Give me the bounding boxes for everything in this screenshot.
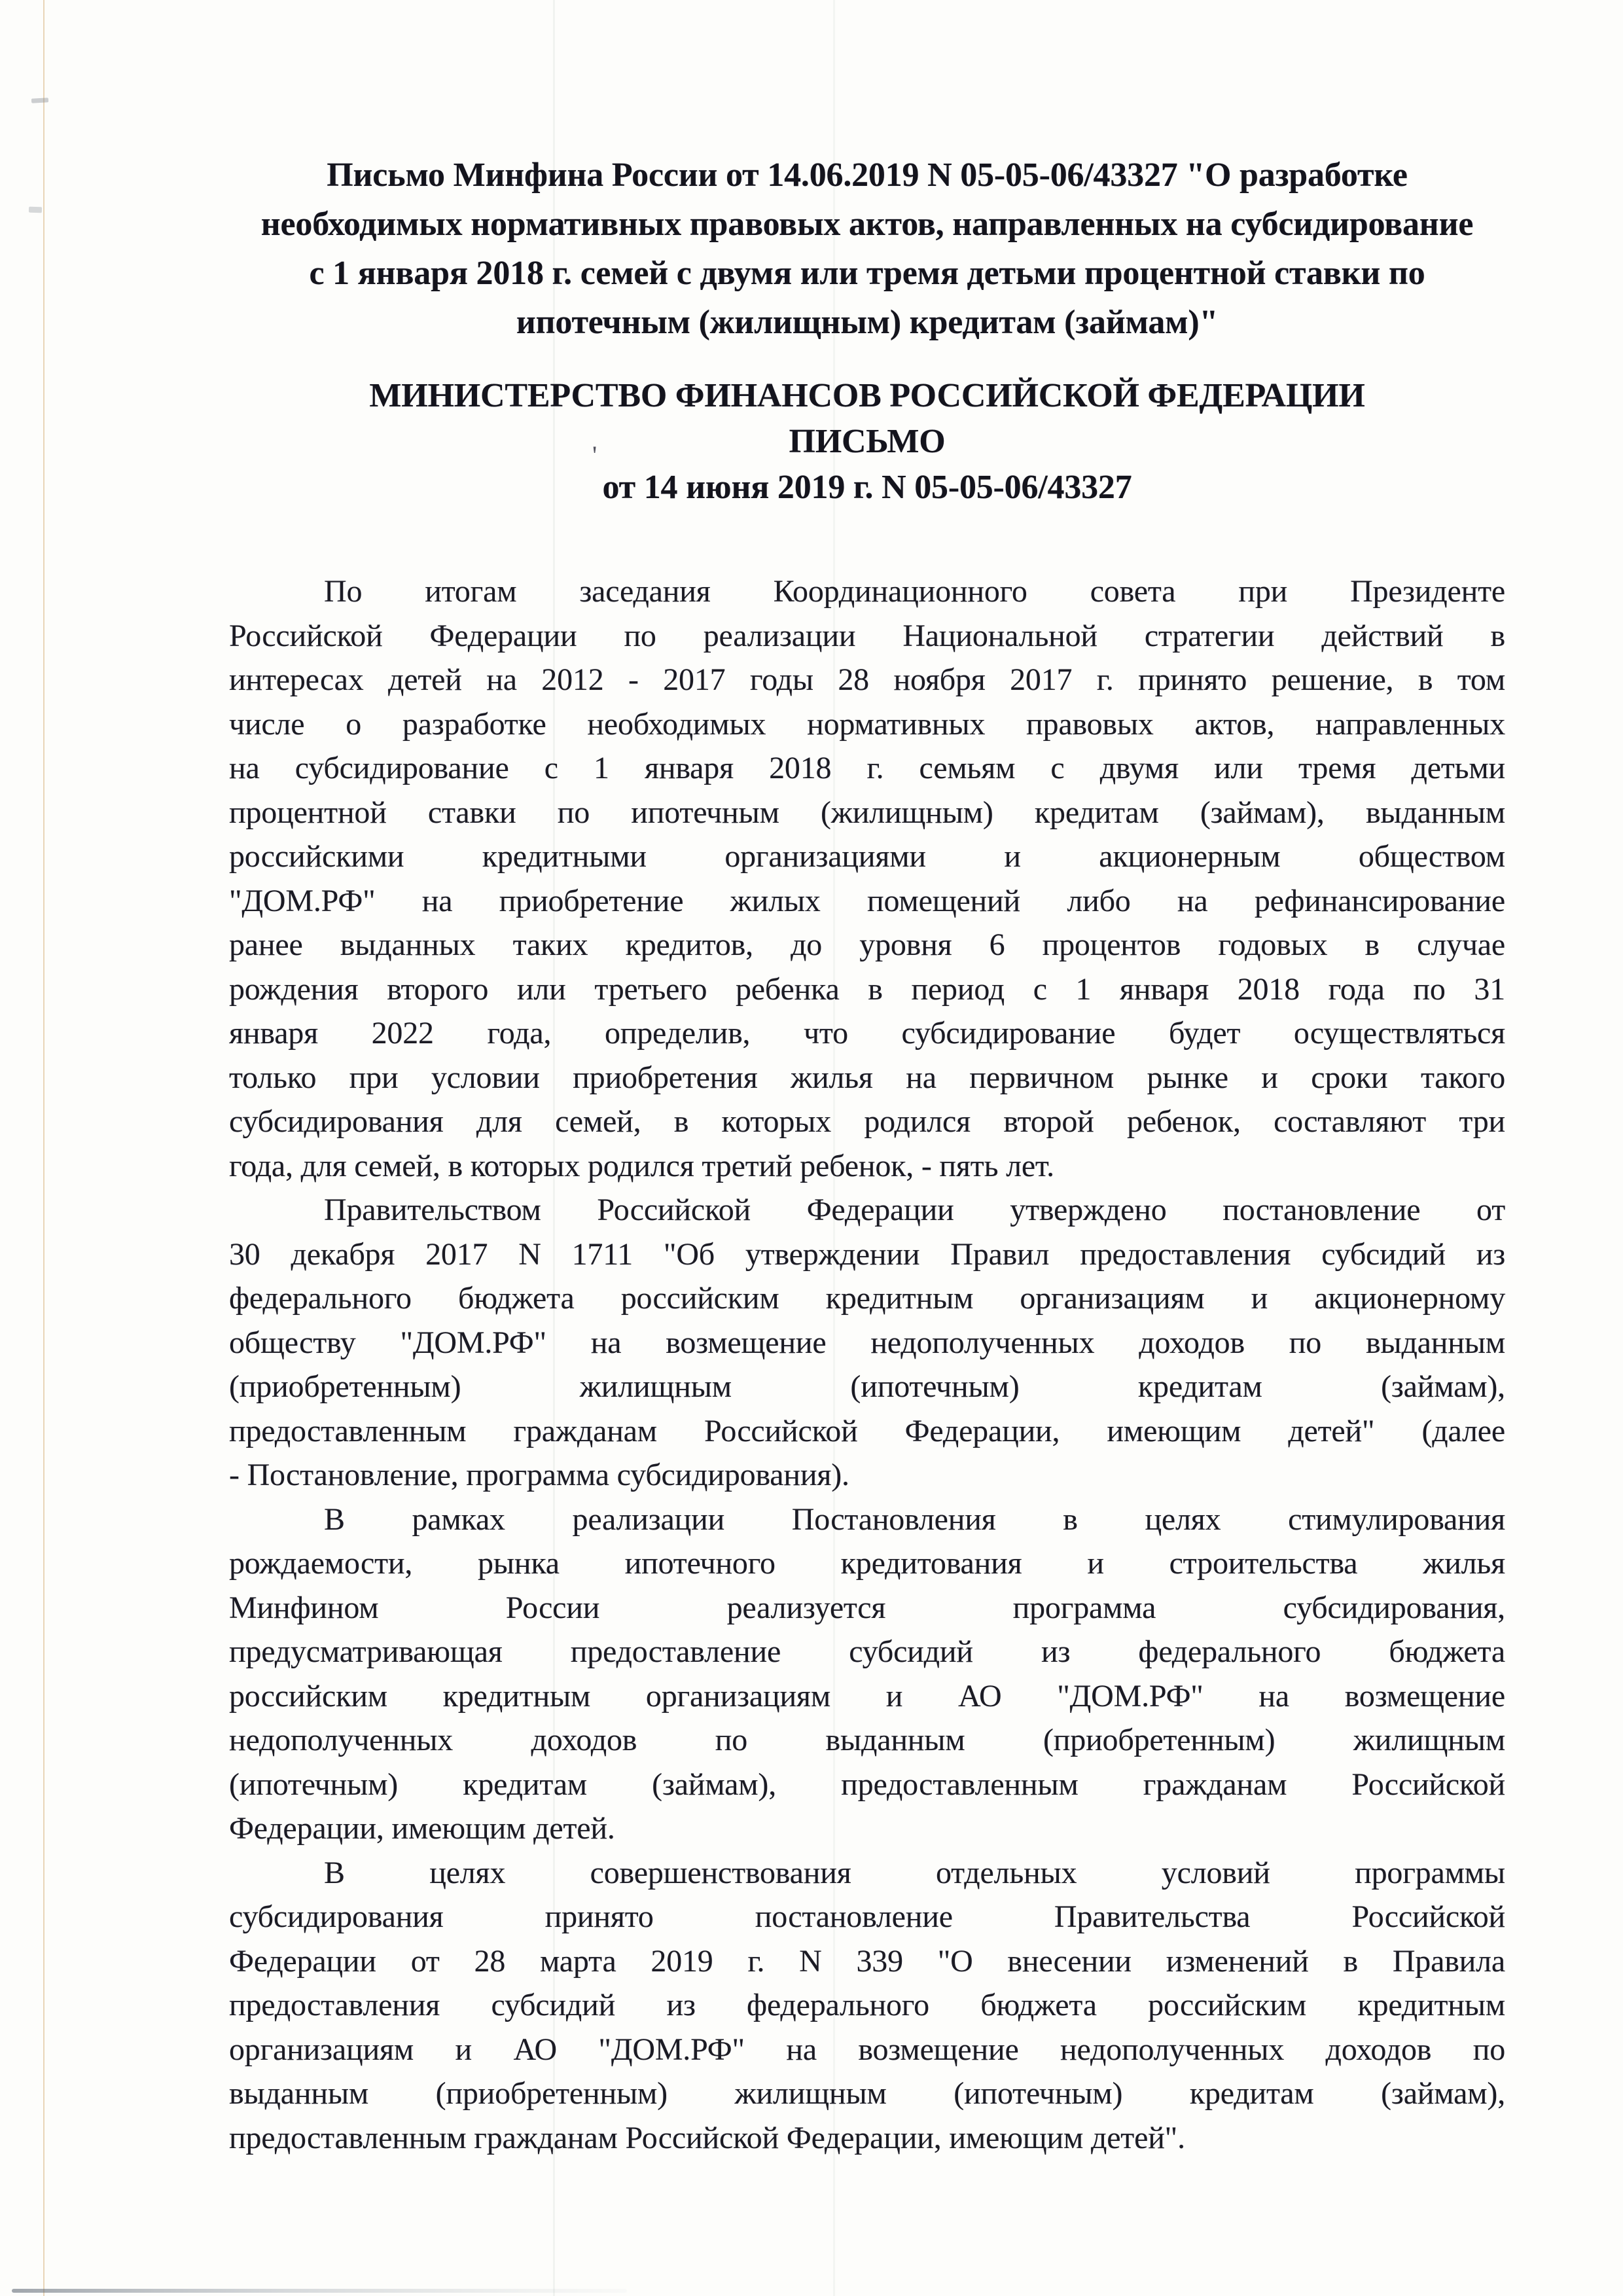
- body-line: субсидирования принято постановление Правительства Российской: [229, 1899, 1505, 1934]
- body-line: января 2022 года, определив, что субсидирование будет осуществляться: [229, 1016, 1505, 1050]
- text-column: [229, 0, 1505, 2160]
- stray-ink-mark: [31, 98, 48, 103]
- body-line: числе о разработке необходимых нормативных правовых актов, направленных: [229, 706, 1505, 742]
- body-line: Федерации, имеющим детей.: [229, 1811, 615, 1846]
- stray-ink-mark: ': [592, 440, 597, 470]
- body-line: 30 декабря 2017 N 1711 "Об утверждении Правил предоставления субсидий из: [229, 1236, 1505, 1272]
- body-line: российскими кредитными организациями и акционерным обществом: [229, 839, 1505, 874]
- body-line: недополученных доходов по выданным (приобретенным) жилищным: [229, 1723, 1505, 1757]
- body-line: "ДОМ.РФ" на приобретение жилых помещений либо на рефинансирование: [229, 883, 1505, 918]
- organization-name: МИНИСТЕРСТВО ФИНАНСОВ РОССИЙСКОЙ ФЕДЕРАЦИИ: [369, 377, 1365, 414]
- body-line: предусматривающая предоставление субсидий из федерального бюджета: [229, 1634, 1505, 1669]
- paragraph: [229, 1851, 1505, 2161]
- stray-ink-mark: [29, 207, 42, 213]
- scan-edge-line: [43, 0, 45, 2296]
- body-line: года, для семей, в которых родился третий ребенок, - пять лет.: [229, 1148, 1054, 1183]
- body-line: обществу "ДОМ.РФ" на возмещение недополученных доходов по выданным: [229, 1325, 1505, 1360]
- body-line: - Постановление, программа субсидирования).: [229, 1458, 849, 1492]
- document-body: [229, 569, 1505, 2160]
- body-line: В целях совершенствования отдельных условий программы: [324, 1855, 1505, 1890]
- body-line: Правительством Российской Федерации утверждено постановление от: [324, 1193, 1505, 1227]
- body-line: на субсидирование с 1 января 2018 г. семьям с двумя или тремя детьми: [229, 751, 1505, 785]
- body-line: В рамках реализации Постановления в целях стимулирования: [324, 1501, 1505, 1537]
- body-line: только при условии приобретения жилья на первичном рынке и сроки такого: [229, 1060, 1505, 1095]
- title-line: ипотечным (жилищным) кредитам (займам)": [516, 304, 1219, 341]
- body-line: субсидирования для семей, в которых родился второй ребенок, составляют три: [229, 1104, 1505, 1139]
- body-line: российским кредитным организациям и АО "ДОМ.РФ" на возмещение: [229, 1678, 1505, 1713]
- body-line: процентной ставки по ипотечным (жилищным) кредитам (займам), выданным: [229, 795, 1505, 830]
- body-line: рождения второго или третьего ребенка в период с 1 января 2018 года по 31: [229, 971, 1505, 1007]
- letterhead: [229, 373, 1505, 511]
- body-line: По итогам заседания Координационного совета при Президенте: [324, 574, 1505, 609]
- body-line: выданным (приобретенным) жилищным (ипотечным) кредитам (займам),: [229, 2076, 1505, 2111]
- document-title: [229, 0, 1505, 347]
- scan-smudge: [12, 2289, 627, 2293]
- body-line: (приобретенным) жилищным (ипотечным) кредитам (займам),: [229, 1369, 1505, 1404]
- document-type: ПИСЬМО: [789, 423, 946, 460]
- body-line: федерального бюджета российским кредитным организациям и акционерному: [229, 1281, 1505, 1316]
- title-line: с 1 января 2018 г. семей с двумя или тремя детьми процентной ставки по: [309, 255, 1425, 292]
- body-line: Российской Федерации по реализации Национальной стратегии действий в: [229, 618, 1505, 653]
- body-line: (ипотечным) кредитам (займам), предоставленным гражданам Российской: [229, 1767, 1505, 1802]
- paragraph: [229, 1498, 1505, 1851]
- body-line: интересах детей на 2012 - 2017 годы 28 ноября 2017 г. принято решение, в том: [229, 662, 1505, 697]
- body-line: рождаемости, рынка ипотечного кредитования и строительства жилья: [229, 1546, 1505, 1581]
- body-line: предоставленным гражданам Российской Федерации, имеющим детей".: [229, 2120, 1185, 2155]
- paragraph: [229, 569, 1505, 1188]
- body-line: Федерации от 28 марта 2019 г. N 339 "О внесении изменений в Правила: [229, 1943, 1505, 1979]
- title-line: Письмо Минфина России от 14.06.2019 N 05-05-06/43327 "О разработке: [327, 156, 1408, 194]
- body-line: Минфином России реализуется программа субсидирования,: [229, 1590, 1505, 1625]
- body-line: предоставления субсидий из федерального бюджета российским кредитным: [229, 1988, 1505, 2022]
- body-line: предоставленным гражданам Российской Федерации, имеющим детей" (далее: [229, 1413, 1505, 1448]
- body-line: организациям и АО "ДОМ.РФ" на возмещение недополученных доходов по: [229, 2032, 1505, 2067]
- paragraph: [229, 1188, 1505, 1498]
- body-line: ранее выданных таких кредитов, до уровня 6 процентов годовых в случае: [229, 927, 1505, 962]
- title-line: необходимых нормативных правовых актов, направленных на субсидирование: [260, 206, 1474, 243]
- document-date-number: от 14 июня 2019 г. N 05-05-06/43327: [602, 469, 1132, 506]
